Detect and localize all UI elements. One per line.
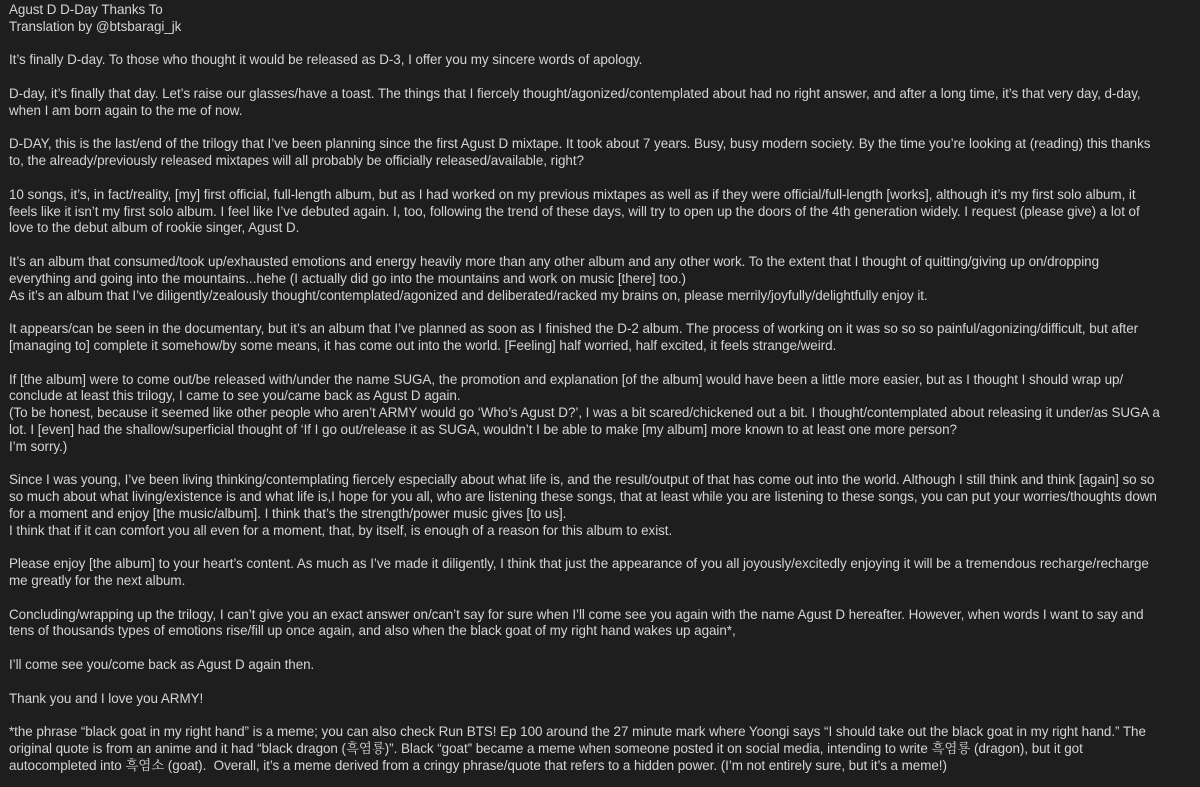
paragraph [9, 321, 1186, 355]
text-line: original quote is from an anime and it had “black dragon (흑염룡)”. Black “goat” became a meme when someone posted it on social media, intending to write 흑염룡 (dragon), but it got [9, 741, 1083, 757]
paragraph [9, 607, 1186, 641]
paragraph-gap [9, 304, 1186, 321]
text-line: D-DAY, this is the last/end of the trilogy that I’ve been planning since the first Agust D mixtape. It took about 7 years. Busy, busy modern society. By the time you’re looking at (reading) this thanks [9, 136, 1151, 152]
text-line: I’m sorry.) [9, 438, 68, 454]
text-line: *the phrase “black goat in my right hand” is a meme; you can also check Run BTS! Ep 100 around the 27 minute mark where Yoongi says “I should take out the black goat in my right hand.” The [9, 724, 1146, 740]
document-header [9, 2, 1186, 36]
text-line: autocompleted into 흑염소 (goat). Overall, it’s a meme derived from a cringy phrase/quote that refers to a hidden power. (I’m not entirely sure, but it’s a meme!) [9, 757, 947, 773]
paragraph-gap [9, 170, 1186, 187]
paragraph [9, 472, 1186, 539]
paragraph-gap [9, 540, 1186, 557]
text-line: [managing to] complete it somehow/by some means, it has come out into the world. [Feeling] half worried, half excited, it feels strange/weird. [9, 337, 837, 353]
text-line: Please enjoy [the album] to your heart’s content. As much as I’ve made it diligently, I think that just the appearance of you all joyously/excitedly enjoying it will be a tremendous recharge/recharge [9, 556, 1149, 572]
text-line: for a moment and enjoy [the music/album]. I think that’s the strength/power music gives [to us]. [9, 505, 567, 521]
text-line: I’ll come see you/come back as Agust D again then. [9, 657, 315, 673]
text-line: everything and going into the mountains...hehe (I actually did go into the mountains and work on music [there] too.) [9, 270, 686, 286]
text-line: It’s finally D-day. To those who thought it would be released as D-3, I offer you my sincere words of apology. [9, 52, 643, 68]
paragraph [9, 86, 1186, 120]
paragraph [9, 372, 1186, 456]
paragraph-gap [9, 707, 1186, 724]
paragraphs [9, 52, 1186, 774]
text-line: Thank you and I love you ARMY! [9, 690, 204, 706]
text-line: Since I was young, I’ve been living thinking/contemplating fiercely especially about what life is, and the result/output of that has come out into the world. Although I still think and think [again] so so [9, 472, 1155, 488]
text-line: It appears/can be seen in the documentary, but it’s an album that I’ve planned as soon as I finished the D-2 album. The process of working on it was so so so painful/agonizing/difficult, but after [9, 321, 1139, 337]
text-line: (To be honest, because it seemed like other people who aren’t ARMY would go ‘Who’s Agust D?’, I was a bit scared/chickened out a bit. I thought/contemplated about releasing it under/as SUGA a [9, 405, 1160, 421]
paragraph-gap [9, 674, 1186, 691]
translation-credit: Translation by @btsbaragi_jk [9, 18, 182, 34]
paragraph-gap [9, 69, 1186, 86]
paragraph [9, 187, 1186, 237]
paragraph [9, 657, 1186, 674]
text-line: D-day, it’s finally that day. Let’s raise our glasses/have a toast. The things that I fiercely thought/agonized/contemplated about had no right answer, and after a long time, it’s that very day, d-day, [9, 85, 1141, 101]
text-line: I think that if it can comfort you all even for a moment, that, by itself, is enough of a reason for this album to exist. [9, 522, 673, 538]
paragraph-gap [9, 590, 1186, 607]
paragraph [9, 136, 1186, 170]
text-line: If [the album] were to come out/be released with/under the name SUGA, the promotion and explanation [of the album] would have been a little more easier, but as I thought I should wrap up/ [9, 371, 1124, 387]
text-line: 10 songs, it’s, in fact/reality, [my] first official, full-length album, but as I had worked on my previous mixtapes as well as if they were official/full-length [works], although it’s my first solo album, it [9, 186, 1136, 202]
paragraph-gap [9, 640, 1186, 657]
text-line: tens of thousands types of emotions rise/fill up once again, and also when the black goat of my right hand wakes up again*, [9, 623, 736, 639]
paragraph [9, 556, 1186, 590]
paragraph [9, 52, 1186, 69]
text-line: It’s an album that consumed/took up/exhausted emotions and energy heavily more than any other album and any other work. To the extent that I thought of quitting/giving up on/dropping [9, 253, 1099, 269]
spacer [9, 36, 1186, 53]
text-line: Concluding/wrapping up the trilogy, I can’t give you an exact answer on/can’t say for sure when I’ll come see you again with the name Agust D hereafter. However, when words I want to say and [9, 606, 1144, 622]
paragraph [9, 691, 1186, 708]
text-line: when I am born again to the me of now. [9, 102, 243, 118]
document-title: Agust D D-Day Thanks To [9, 2, 163, 17]
text-line: so much about what living/existence is and what life is,I hope for you all, who are listening these songs, that at least while you are listening to these songs, you can put your worries/thoughts down [9, 489, 1157, 505]
paragraph-gap [9, 355, 1186, 372]
paragraph-gap [9, 237, 1186, 254]
text-line: conclude at least this trilogy, I came to see you/came back as Agust D again. [9, 388, 461, 404]
paragraph [9, 724, 1186, 774]
text-line: to, the already/previously released mixtapes will all probably be officially released/available, right? [9, 153, 584, 169]
paragraph-gap [9, 120, 1186, 137]
text-line: me greatly for the next album. [9, 573, 186, 589]
text-line: As it’s an album that I’ve diligently/zealously thought/contemplated/agonized and deliberated/racked my brains on, please merrily/joyfully/delightfully enjoy it. [9, 287, 928, 303]
text-line: feels like it isn’t my first solo album. I feel like I’ve debuted again. I, too, following the trend of these days, will try to open up the doors of the 4th generation widely. I request (please give) a lot of [9, 203, 1140, 219]
text-line: love to the debut album of rookie singer, Agust D. [9, 220, 300, 236]
paragraph-gap [9, 456, 1186, 473]
paragraph [9, 254, 1186, 304]
text-line: lot. I [even] had the shallow/superficial thought of ‘If I go out/release it as SUGA, wouldn’t I be able to make [my album] more known to at least one more person? [9, 421, 957, 437]
